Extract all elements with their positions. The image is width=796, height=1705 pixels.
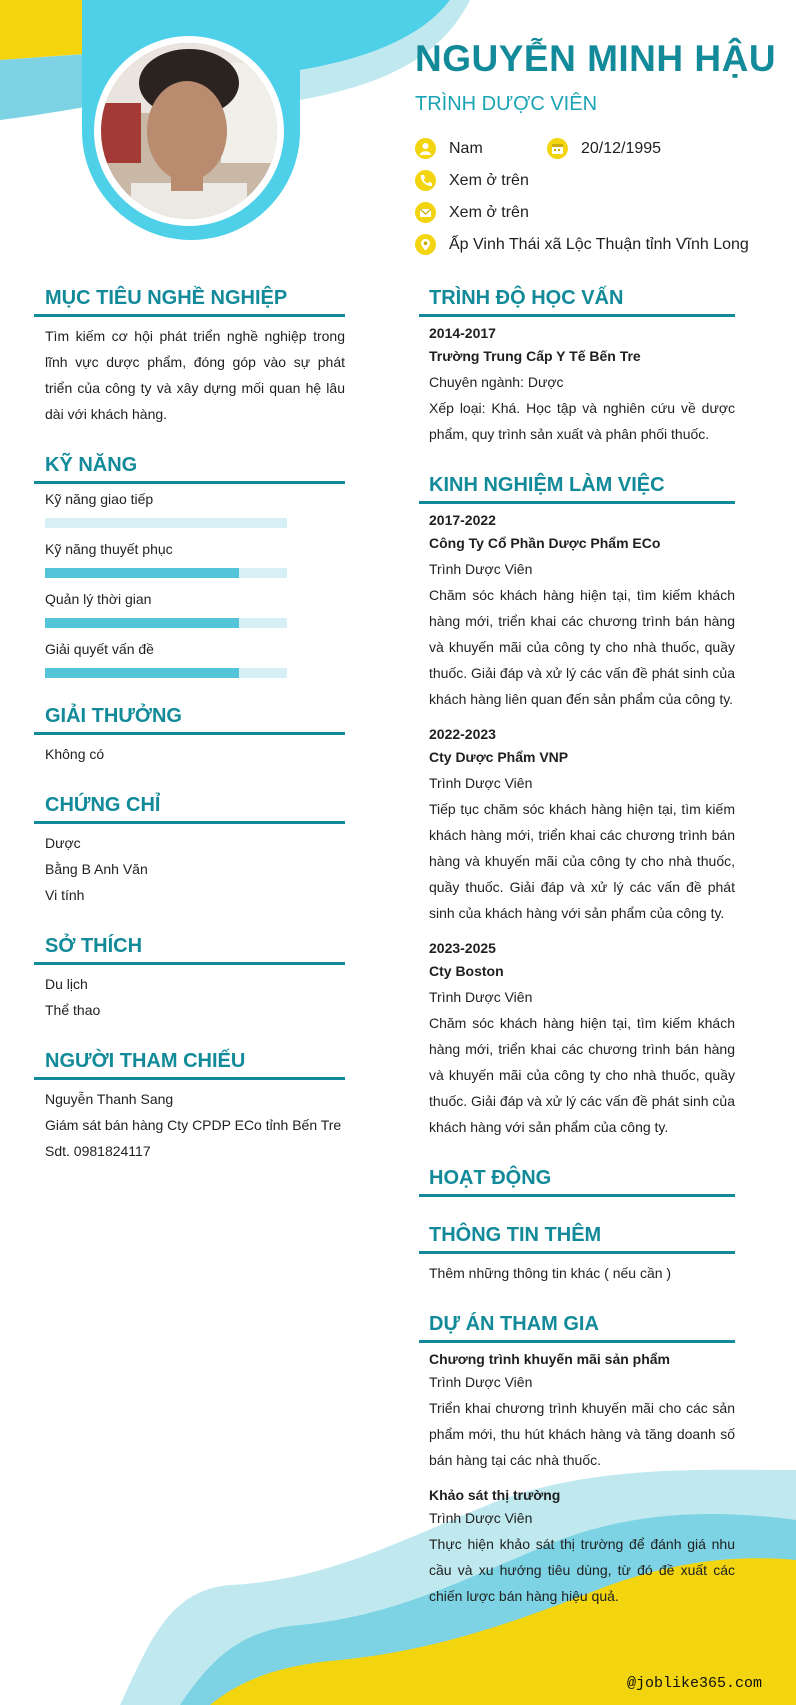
experience-item xyxy=(429,938,735,1140)
skill-bar xyxy=(45,518,287,528)
skill-name: Kỹ năng thuyết phục xyxy=(45,541,173,557)
project-item xyxy=(429,1485,735,1609)
location-pin-icon xyxy=(415,234,436,255)
experience-list xyxy=(419,510,735,1140)
phone-icon xyxy=(415,170,436,191)
gender-row xyxy=(415,138,483,159)
education-section xyxy=(419,284,735,447)
right-column xyxy=(419,284,735,1633)
skills-title: KỸ NĂNG xyxy=(34,451,345,484)
address-text: Ấp Vinh Thái xã Lộc Thuận tỉnh Vĩnh Long xyxy=(449,235,749,253)
more-info-title: THÔNG TIN THÊM xyxy=(419,1221,735,1254)
project-desc: Thực hiện khảo sát thị trường để đánh giá nhu cầu và xu hướng tiêu dùng, từ đó đề xuất các chiến lược bán hàng hiệu quả. xyxy=(429,1536,735,1604)
projects-list xyxy=(419,1349,735,1609)
experience-desc: Tiếp tục chăm sóc khách hàng hiện tại, tìm kiếm khách hàng mới, triển khai các chương trình bán hàng và khuyến mãi của công ty cho nhà thuốc, quầy thuốc. Giải đáp và xử lý các vấn đề phát sinh của khách hàng với sản phẩm của công ty. xyxy=(429,801,735,921)
experience-title: KINH NGHIỆM LÀM VIỆC xyxy=(419,471,735,504)
certificate-item: Bằng B Anh Văn xyxy=(45,861,148,877)
awards-section xyxy=(34,702,345,767)
profile-photo xyxy=(101,43,277,219)
skill-bar xyxy=(45,618,287,628)
job-title: TRÌNH DƯỢC VIÊN xyxy=(415,93,598,115)
skill-bar-fill xyxy=(45,568,239,578)
envelope-icon xyxy=(415,202,436,223)
references-section xyxy=(34,1047,345,1164)
experience-role: Trình Dược Viên xyxy=(429,989,533,1005)
objective-text: Tìm kiếm cơ hội phát triển nghề nghiệp trong lĩnh vực dược phẩm, đóng góp vào sự phát triển của công ty và xây dựng mối quan hệ lâu dài với khách hàng. xyxy=(45,328,345,422)
reference-phone: Sdt. 0981824117 xyxy=(45,1143,151,1159)
references-list xyxy=(34,1086,345,1164)
experience-desc: Chăm sóc khách hàng hiện tại, tìm kiếm khách hàng mới, triển khai các chương trình bán hàng và khuyến mãi của công ty cho nhà thuốc, quầy thuốc. Giải đáp và xử lý các vấn đề phát sinh của khách hàng liên quan đến sản phẩm của công ty. xyxy=(429,587,735,707)
skill-name: Quản lý thời gian xyxy=(45,591,152,607)
phone-text: Xem ở trên xyxy=(449,171,529,189)
experience-company: Cty Boston xyxy=(429,963,504,979)
left-column xyxy=(34,284,345,1188)
experience-role: Trình Dược Viên xyxy=(429,561,533,577)
activities-title: HOẠT ĐỘNG xyxy=(419,1164,735,1197)
project-role: Trình Dược Viên xyxy=(429,1374,533,1390)
more-info-text: Thêm những thông tin khác ( nếu cần ) xyxy=(429,1265,672,1281)
certificates-title: CHỨNG CHỈ xyxy=(34,791,345,824)
more-info-section xyxy=(419,1221,735,1286)
objective-title: MỤC TIÊU NGHỀ NGHIỆP xyxy=(34,284,345,317)
education-body xyxy=(419,323,735,447)
experience-item xyxy=(429,510,735,712)
certificates-list xyxy=(34,830,345,908)
project-desc: Triển khai chương trình khuyến mãi cho các sản phẩm mới, thu hút khách hàng và tăng doanh số bán hàng tại các nhà thuốc. xyxy=(429,1400,735,1468)
awards-title: GIẢI THƯỞNG xyxy=(34,702,345,735)
skill-bar xyxy=(45,668,287,678)
calendar-icon xyxy=(547,138,568,159)
education-detail: Xếp loại: Khá. Học tập và nghiên cứu về dược phẩm, quy trình sản xuất và phân phối thuốc. xyxy=(429,400,735,442)
hobby-item: Du lịch xyxy=(45,976,88,992)
email-row xyxy=(415,202,529,223)
skill-bar-fill xyxy=(45,618,239,628)
reference-name: Nguyễn Thanh Sang xyxy=(45,1091,174,1107)
reference-position: Giám sát bán hàng Cty CPDP ECo tỉnh Bến Tre xyxy=(45,1117,342,1133)
certificates-section xyxy=(34,791,345,908)
hobbies-section xyxy=(34,932,345,1023)
address-row xyxy=(415,234,749,255)
education-years: 2014-2017 xyxy=(429,325,496,341)
certificate-item: Vi tính xyxy=(45,887,85,903)
skill-name: Kỹ năng giao tiếp xyxy=(45,491,154,507)
objective-section xyxy=(34,284,345,427)
experience-role: Trình Dược Viên xyxy=(429,775,533,791)
experience-section xyxy=(419,471,735,1140)
awards-list xyxy=(34,741,345,767)
experience-item xyxy=(429,724,735,926)
birthday-text: 20/12/1995 xyxy=(581,139,662,157)
birthday-row xyxy=(547,138,661,159)
experience-years: 2017-2022 xyxy=(429,512,496,528)
skill-item xyxy=(45,490,345,528)
skill-bar-fill xyxy=(45,668,239,678)
skill-name: Giải quyết vấn đề xyxy=(45,641,154,657)
references-title: NGƯỜI THAM CHIẾU xyxy=(34,1047,345,1080)
certificate-item: Dược xyxy=(45,835,81,851)
award-item: Không có xyxy=(45,746,105,762)
skill-item xyxy=(45,540,345,578)
phone-row xyxy=(415,170,529,191)
gender-text: Nam xyxy=(449,139,483,157)
watermark: @joblike365.com xyxy=(626,1675,762,1692)
email-text: Xem ở trên xyxy=(449,203,529,221)
skill-item xyxy=(45,640,345,678)
skills-section xyxy=(34,451,345,678)
experience-company: Công Ty Cổ Phần Dược Phẩm ECo xyxy=(429,535,661,551)
skills-list xyxy=(34,490,345,678)
projects-title: DỰ ÁN THAM GIA xyxy=(419,1310,735,1343)
projects-section xyxy=(419,1310,735,1609)
hobbies-list xyxy=(34,971,345,1023)
experience-years: 2022-2023 xyxy=(429,726,496,742)
skill-item xyxy=(45,590,345,628)
project-name: Chương trình khuyến mãi sản phẩm xyxy=(429,1351,671,1367)
skill-bar xyxy=(45,568,287,578)
experience-years: 2023-2025 xyxy=(429,940,496,956)
project-role: Trình Dược Viên xyxy=(429,1510,533,1526)
experience-company: Cty Dược Phẩm VNP xyxy=(429,749,569,765)
activities-section xyxy=(419,1164,735,1197)
candidate-name: NGUYỄN MINH HẬU xyxy=(415,38,777,79)
education-title: TRÌNH ĐỘ HỌC VẤN xyxy=(419,284,735,317)
hobby-item: Thể thao xyxy=(45,1002,101,1018)
experience-desc: Chăm sóc khách hàng hiện tại, tìm kiếm khách hàng mới, triển khai các chương trình bán hàng và khuyến mãi của công ty cho nhà thuốc, quầy thuốc. Giải đáp và xử lý các vấn đề phát sinh của khách hàng với sản phẩm của công ty. xyxy=(429,1015,735,1135)
user-icon xyxy=(415,138,436,159)
project-item xyxy=(429,1349,735,1473)
education-major: Chuyên ngành: Dược xyxy=(429,374,564,390)
hobbies-title: SỞ THÍCH xyxy=(34,932,345,965)
education-school: Trường Trung Cấp Y Tế Bến Tre xyxy=(429,348,641,364)
project-name: Khảo sát thị trường xyxy=(429,1487,561,1503)
